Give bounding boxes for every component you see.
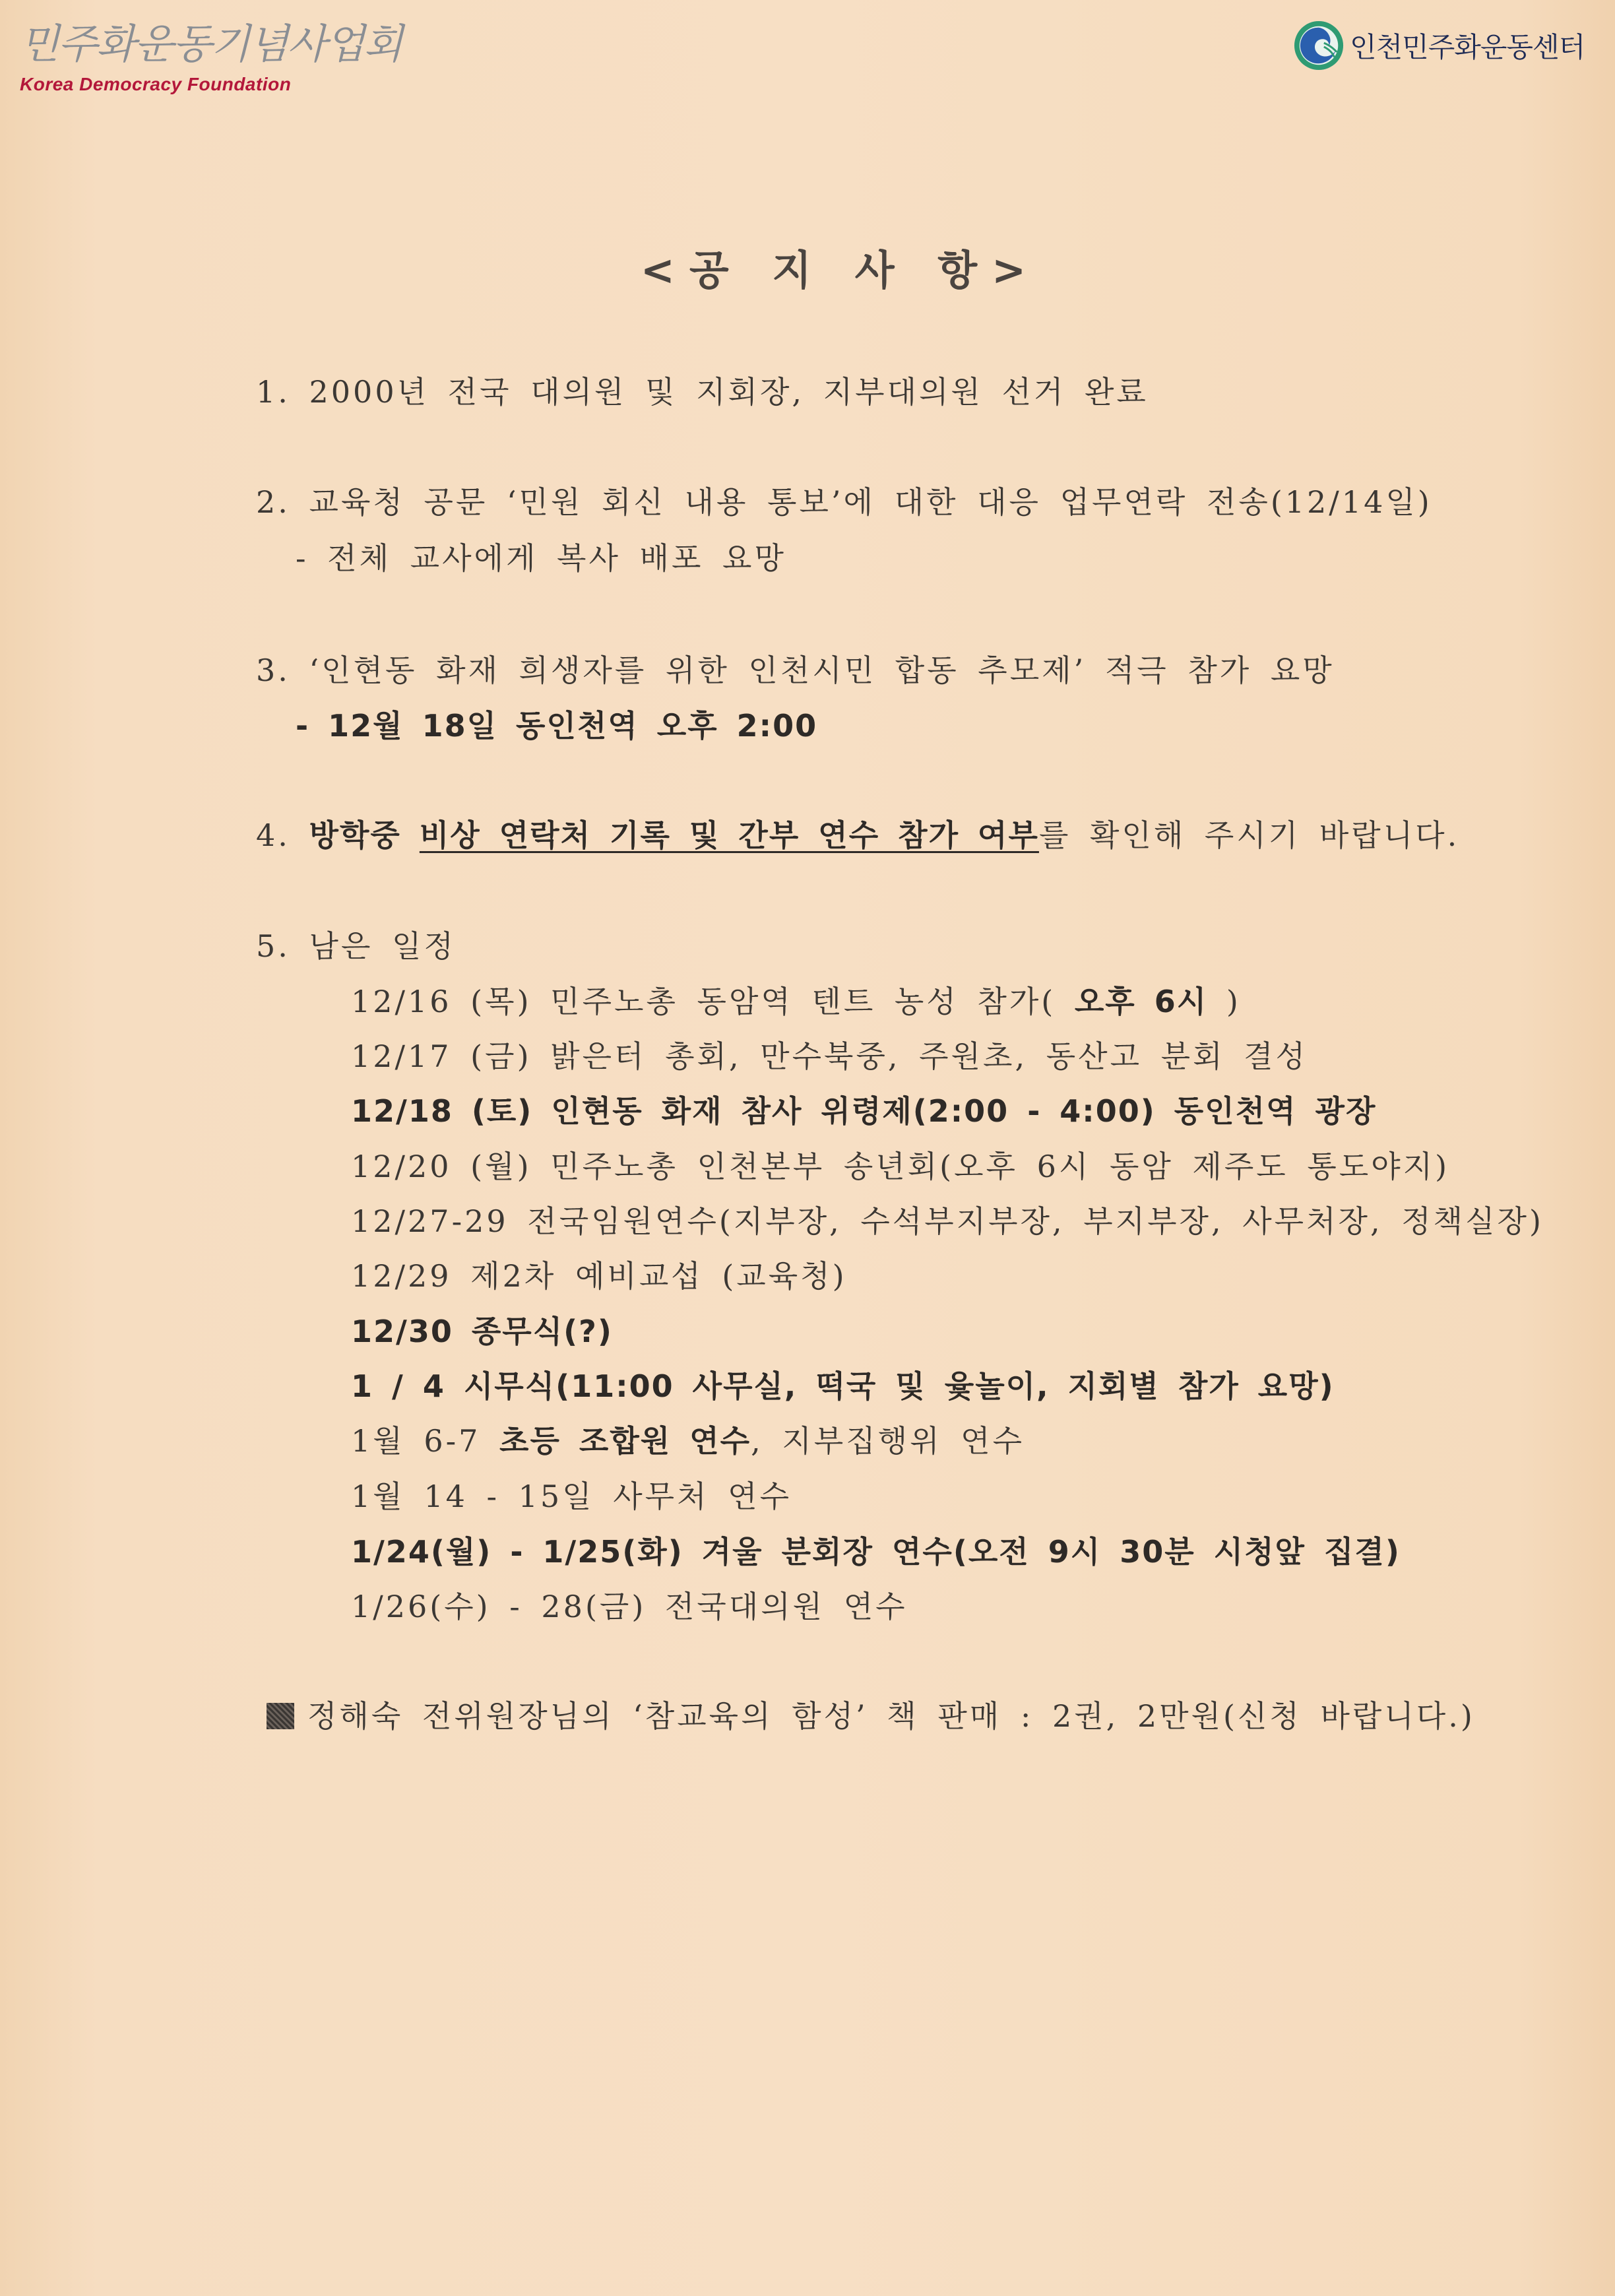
book-sale-note (267, 1692, 1475, 1736)
kdf-korean-wordmark: 민주화운동기념사업회 (20, 20, 402, 68)
schedule-text: 1월 6-7 (351, 1423, 500, 1459)
notice-item-5 (256, 922, 456, 966)
schedule-item: 12/27-29 전국임원연수(지부장, 수석부지부장, 부지부장, 사무처장, 정책실장) (351, 1203, 1544, 1239)
schedule-tail-text: , 지부집행위 연수 (751, 1423, 1025, 1459)
schedule-item: 12/17 (금) 밝은터 총회, 만수북중, 주원초, 동산고 분회 결성 (351, 1038, 1308, 1074)
book-sale-text: 정해숙 전위원장님의 ‘참교육의 함성’ 책 판매 : 2권, 2만원(신청 바랍니다.) (307, 1698, 1475, 1734)
item-bold-prefix: 방학중 (309, 817, 420, 853)
schedule-item: 1월 14 - 15일 사무처 연수 (351, 1479, 792, 1514)
schedule-text: 12/16 (목) 민주노총 동암역 텐트 농성 참가( (351, 984, 1075, 1019)
item-underlined-text: 비상 연락처 기록 및 간부 연수 참가 여부 (419, 817, 1039, 853)
schedule-item: 12/18 (토) 인현동 화재 참사 위령제(2:00 - 4:00) 동인천역 광장 (351, 1093, 1377, 1129)
schedule-bold-text: 오후 6시 (1074, 984, 1208, 1019)
item-number: 3. (256, 653, 290, 688)
kdf-english-wordmark: Korea Democracy Foundation (20, 74, 292, 94)
notice-item-4 (256, 812, 1459, 855)
schedule-item: 12/20 (월) 민주노총 인천본부 송년회(오후 6시 동암 제주도 통도야지) (351, 1149, 1450, 1184)
notice-item-1 (256, 368, 1149, 412)
item-text: 남은 일정 (309, 928, 456, 964)
notice-item-3 (256, 647, 1335, 690)
item-number: 1. (256, 374, 290, 410)
schedule-item: 1/24(월) - 1/25(화) 겨울 분회장 연수(오전 9시 30분 시청앞 집결) (351, 1534, 1401, 1570)
item-text: 교육청 공문 ‘민원 회신 내용 통보’에 대한 대응 업무연락 전송(12/14일) (309, 484, 1432, 520)
page-title: <공 지 사 항> (640, 246, 1041, 294)
schedule-bold-text: 초등 조합원 연수 (499, 1423, 751, 1459)
filled-square-bullet-icon (267, 1703, 294, 1729)
notice-item-3-sub: - 12월 18일 동인천역 오후 2:00 (296, 708, 818, 744)
item-text: 2000년 전국 대의원 및 지회장, 지부대의원 선거 완료 (309, 374, 1149, 410)
schedule-item: 12/30 종무식(?) (351, 1314, 613, 1349)
incheon-democracy-center-logo (1293, 20, 1585, 71)
item-number: 2. (256, 484, 290, 520)
notice-item-2 (256, 478, 1432, 522)
notice-item-2-sub: - 전체 교사에게 복사 배포 요망 (296, 540, 786, 576)
schedule-tail-text: ) (1207, 984, 1241, 1019)
korea-democracy-foundation-logo (20, 20, 402, 95)
center-name-wordmark: 인천민주화운동센터 (1350, 31, 1585, 63)
item-text: ‘인현동 화재 희생자를 위한 인천시민 합동 추모제’ 적극 참가 요망 (309, 653, 1335, 688)
circular-wave-emblem-icon (1293, 20, 1345, 71)
schedule-item (351, 1417, 1025, 1461)
item-number: 4. (256, 817, 290, 853)
schedule-item: 1/26(수) - 28(금) 전국대의원 연수 (351, 1589, 908, 1624)
item-number: 5. (256, 928, 290, 964)
schedule-item: 12/29 제2차 예비교섭 (교육청) (351, 1258, 847, 1294)
item-suffix: 를 확인해 주시기 바랍니다. (1038, 817, 1460, 853)
schedule-item (351, 978, 1241, 1021)
schedule-item: 1 / 4 시무식(11:00 사무실, 떡국 및 윷놀이, 지회별 참가 요망) (351, 1368, 1335, 1404)
